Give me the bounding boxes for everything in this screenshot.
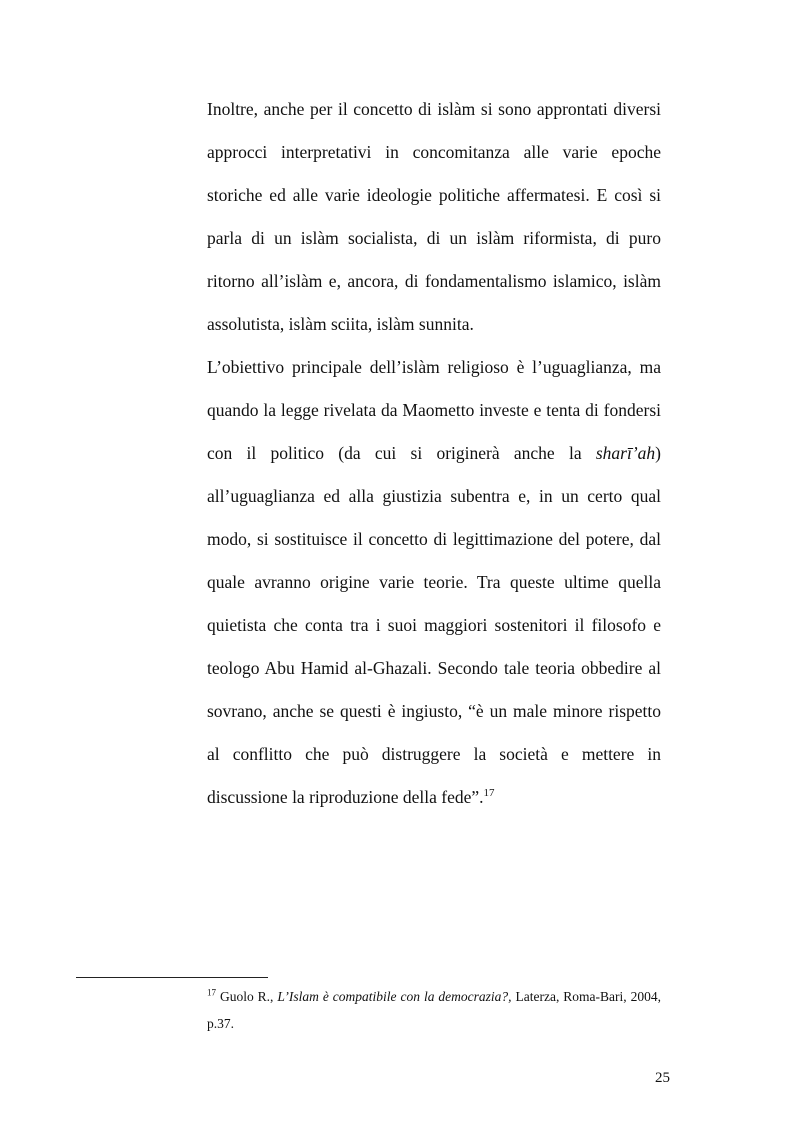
footnote-publisher: Laterza, Roma-Bari, 2004, p.37.: [207, 989, 661, 1031]
paragraph-2-text-a: L’obiettivo principale dell’islàm religioso è l’uguaglianza, ma quando la legge rivelata da Maometto investe e tenta di fondersi con il politico (da cui si originerà anche la: [207, 357, 661, 463]
page-number: 25: [655, 1070, 670, 1086]
paragraph-2: [207, 346, 661, 819]
footnote-number: 17: [207, 987, 216, 998]
term-sharia: sharī’ah: [595, 443, 656, 463]
footnote-author: Guolo R.,: [216, 989, 278, 1004]
footnote: [207, 983, 661, 1037]
body-text: [207, 88, 661, 819]
paragraph-1: Inoltre, anche per il concetto di islàm si sono approntati diversi approcci interpretativi in concomitanza alle varie epoche storiche ed alle varie ideologie politiche affermatesi. E così si parla di un islàm socialista, di un islàm riformista, di puro ritorno all’islàm e, ancora, di fondamentalismo islamico, islàm assolutista, islàm sciita, islàm sunnita.: [207, 99, 661, 334]
paragraph-2-text-b: ) all’uguaglianza ed alla giustizia subentra e, in un certo qual modo, si sostituisce il concetto di legittimazione del potere, dal quale avranno origine varie teorie. Tra queste ultime quella quietista che conta tra i suoi maggiori sostenitori il filosofo e teologo Abu Hamid al-Ghazali. Secondo tale teoria obbedire al sovrano, anche se questi è ingiusto, “è un male minore rispetto al conflitto che può distruggere la società e mettere in discussione la riproduzione della fede”.: [207, 443, 661, 807]
footnote-divider: [76, 977, 268, 978]
footnote-reference[interactable]: 17: [483, 787, 495, 800]
footnote-title: L’Islam è compatibile con la democrazia?,: [277, 989, 512, 1004]
